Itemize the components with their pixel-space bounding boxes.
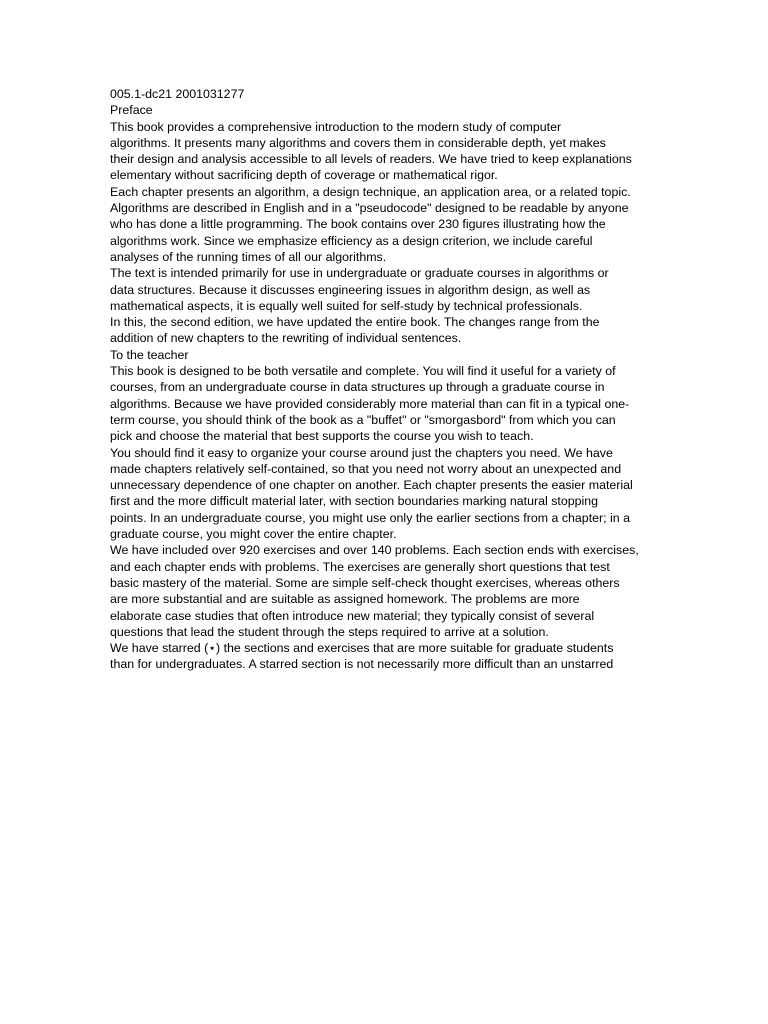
text-line: pick and choose the material that best supports the course you wish to teach. [110, 429, 534, 444]
text-line: We have included over 920 exercises and over 140 problems. Each section ends with exercises, [110, 543, 639, 558]
text-line: term course, you should think of the book as a "buffet" or "smorgasbord" from which you can [110, 412, 616, 427]
text-line: data structures. Because it discusses engineering issues in algorithm design, as well as [110, 282, 591, 297]
text-line: In this, the second edition, we have updated the entire book. The changes range from the [110, 315, 600, 330]
text-line: unnecessary dependence of one chapter on another. Each chapter presents the easier material [110, 478, 633, 493]
text-line: basic mastery of the material. Some are simple self-check thought exercises, whereas others [110, 575, 620, 590]
text-line: Each chapter presents an algorithm, a design technique, an application area, or a related topic. [110, 184, 631, 199]
text-line: questions that lead the student through the steps required to arrive at a solution. [110, 624, 549, 639]
text-line: than for undergraduates. A starred section is not necessarily more difficult than an unstarred [110, 657, 614, 672]
text-line: first and the more difficult material later, with section boundaries marking natural stopping [110, 494, 599, 509]
heading-to-the-teacher: To the teacher [110, 347, 189, 362]
text-line: are more substantial and are suitable as assigned homework. The problems are more [110, 592, 580, 607]
text-line: analyses of the running times of all our algorithms. [110, 249, 387, 264]
text-line: addition of new chapters to the rewriting of individual sentences. [110, 331, 462, 346]
text-line: elementary without sacrificing depth of coverage or mathematical rigor. [110, 168, 498, 183]
text-line: The text is intended primarily for use in undergraduate or graduate courses in algorithms or [110, 266, 609, 281]
text-line: made chapters relatively self-contained, so that you need not worry about an unexpected and [110, 461, 622, 476]
text-line: algorithms. Because we have provided considerably more material than can fit in a typical one- [110, 396, 630, 411]
text-line: and each chapter ends with problems. The exercises are generally short questions that test [110, 559, 610, 574]
text-line: You should find it easy to organize your course around just the chapters you need. We have [110, 445, 613, 460]
text-line: their design and analysis accessible to all levels of readers. We have tried to keep explanations [110, 152, 632, 167]
text-line: This book is designed to be both versatile and complete. You will find it useful for a variety of [110, 364, 616, 379]
call-number-line: 005.1-dc21 2001031277 [110, 87, 245, 101]
text-line: Algorithms are described in English and in a "pseudocode" designed to be readable by anyone [110, 201, 629, 216]
text-line: elaborate case studies that often introduce new material; they typically consist of several [110, 608, 595, 623]
heading-preface: Preface [110, 103, 153, 118]
text-line: This book provides a comprehensive introduction to the modern study of computer [110, 119, 562, 134]
text-line: mathematical aspects, it is equally well suited for self-study by technical professionals. [110, 298, 583, 313]
text-line: points. In an undergraduate course, you might use only the earlier sections from a chapter; in a [110, 510, 631, 525]
text-line: courses, from an undergraduate course in data structures up through a graduate course in [110, 380, 605, 395]
document-page [110, 86, 662, 673]
text-line: algorithms work. Since we emphasize efficiency as a design criterion, we include careful [110, 233, 593, 248]
text-line: who has done a little programming. The book contains over 230 figures illustrating how the [110, 217, 606, 232]
text-line: We have starred (⋆) the sections and exercises that are more suitable for graduate students [110, 641, 614, 656]
text-line: algorithms. It presents many algorithms and covers them in considerable depth, yet makes [110, 135, 606, 150]
text-line: graduate course, you might cover the entire chapter. [110, 527, 397, 542]
